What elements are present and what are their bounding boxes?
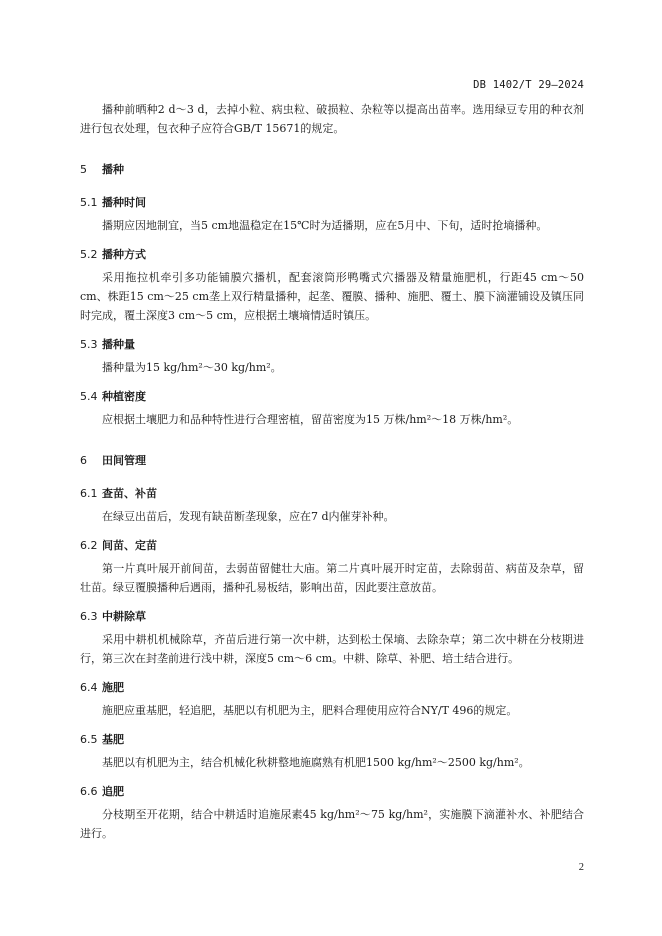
subsection-heading	[80, 387, 584, 406]
subsection-heading	[80, 484, 584, 503]
body-paragraph: 分枝期至开花期，结合中耕适时追施尿素45 kg/hm²～75 kg/hm²，实施膜下滴灌补水、补肥结合进行。	[80, 808, 584, 840]
heading-title: 基肥	[102, 733, 124, 746]
body-paragraph: 在绿豆出苗后，发现有缺苗断垄现象，应在7 d内催芽补种。	[102, 510, 395, 523]
body-paragraph: 第一片真叶展开前间苗，去弱苗留健壮大庙。第二片真叶展开时定苗，去除弱苗、病苗及杂草，留壮苗。绿豆覆膜播种后遇雨，播种孔易板结，影响出苗，因此要注意放苗。	[80, 562, 584, 594]
subsection-heading	[80, 193, 584, 212]
subsection-heading	[80, 607, 584, 626]
heading-number: 6.6	[80, 785, 98, 798]
body-paragraph: 采用拖拉机牵引多功能铺膜穴播机，配套滚筒形鸭嘴式穴播器及精量施肥机，行距45 cm～50 cm、株距15 cm～25 cm垄上双行精量播种，起垄、覆膜、播种、施肥、覆土、膜下滴灌铺设及镇压同时完成，覆土深度3 cm～5 cm，应根据土壤墒情适时镇压。	[80, 271, 584, 322]
heading-title: 间苗、定苗	[102, 539, 157, 552]
body-paragraph: 采用中耕机机械除草，齐苗后进行第一次中耕，达到松土保墒、去除杂草；第二次中耕在分枝期进行，第三次在封垄前进行浅中耕，深度5 cm～6 cm。中耕、除草、补肥、培土结合进行。	[80, 633, 584, 665]
heading-title: 播种时间	[102, 196, 146, 209]
heading-number: 6.4	[80, 681, 98, 694]
document-code: DB 1402/T 29—2024	[473, 79, 584, 91]
heading-number: 6.5	[80, 733, 98, 746]
page-number: 2	[578, 862, 584, 873]
subsection-heading	[80, 335, 584, 354]
heading-title: 播种	[102, 163, 124, 176]
heading-number: 5.1	[80, 196, 98, 209]
heading-title: 播种方式	[102, 248, 146, 261]
body-paragraph: 基肥以有机肥为主，结合机械化秋耕整地施腐熟有机肥1500 kg/hm²～2500 kg/hm²。	[102, 756, 530, 769]
heading-number: 5.4	[80, 390, 98, 403]
subsection-heading	[80, 730, 584, 749]
heading-number: 6.1	[80, 487, 98, 500]
body-paragraph: 播种前晒种2 d～3 d，去掉小粒、病虫粒、破损粒、杂粒等以提高出苗率。选用绿豆专用的种衣剂进行包衣处理，包衣种子应符合GB/T 15671的规定。	[80, 103, 584, 135]
body-paragraph: 播期应因地制宜，当5 cm地温稳定在15℃时为适播期，应在5月中、下旬，适时抢墒播种。	[102, 219, 548, 232]
body-paragraph: 播种量为15 kg/hm²～30 kg/hm²。	[102, 361, 282, 374]
section-heading	[80, 451, 584, 470]
heading-number: 6.3	[80, 610, 98, 623]
subsection-heading	[80, 536, 584, 555]
document-body	[80, 100, 584, 843]
heading-title: 施肥	[102, 681, 124, 694]
heading-title: 田间管理	[102, 454, 146, 467]
section-heading	[80, 160, 584, 179]
heading-title: 追肥	[102, 785, 124, 798]
heading-title: 中耕除草	[102, 610, 146, 623]
heading-title: 种植密度	[102, 390, 146, 403]
body-paragraph: 应根据土壤肥力和品种特性进行合理密植，留苗密度为15 万株/hm²～18 万株/hm²。	[102, 413, 519, 426]
body-paragraph: 施肥应重基肥，轻追肥，基肥以有机肥为主，肥料合理使用应符合NY/T 496的规定。	[102, 704, 518, 717]
heading-number: 5	[80, 163, 87, 176]
heading-number: 5.2	[80, 248, 98, 261]
heading-title: 播种量	[102, 338, 135, 351]
heading-number: 6.2	[80, 539, 98, 552]
subsection-heading	[80, 782, 584, 801]
subsection-heading	[80, 678, 584, 697]
subsection-heading	[80, 245, 584, 264]
heading-title: 查苗、补苗	[102, 487, 157, 500]
heading-number: 5.3	[80, 338, 98, 351]
heading-number: 6	[80, 454, 87, 467]
